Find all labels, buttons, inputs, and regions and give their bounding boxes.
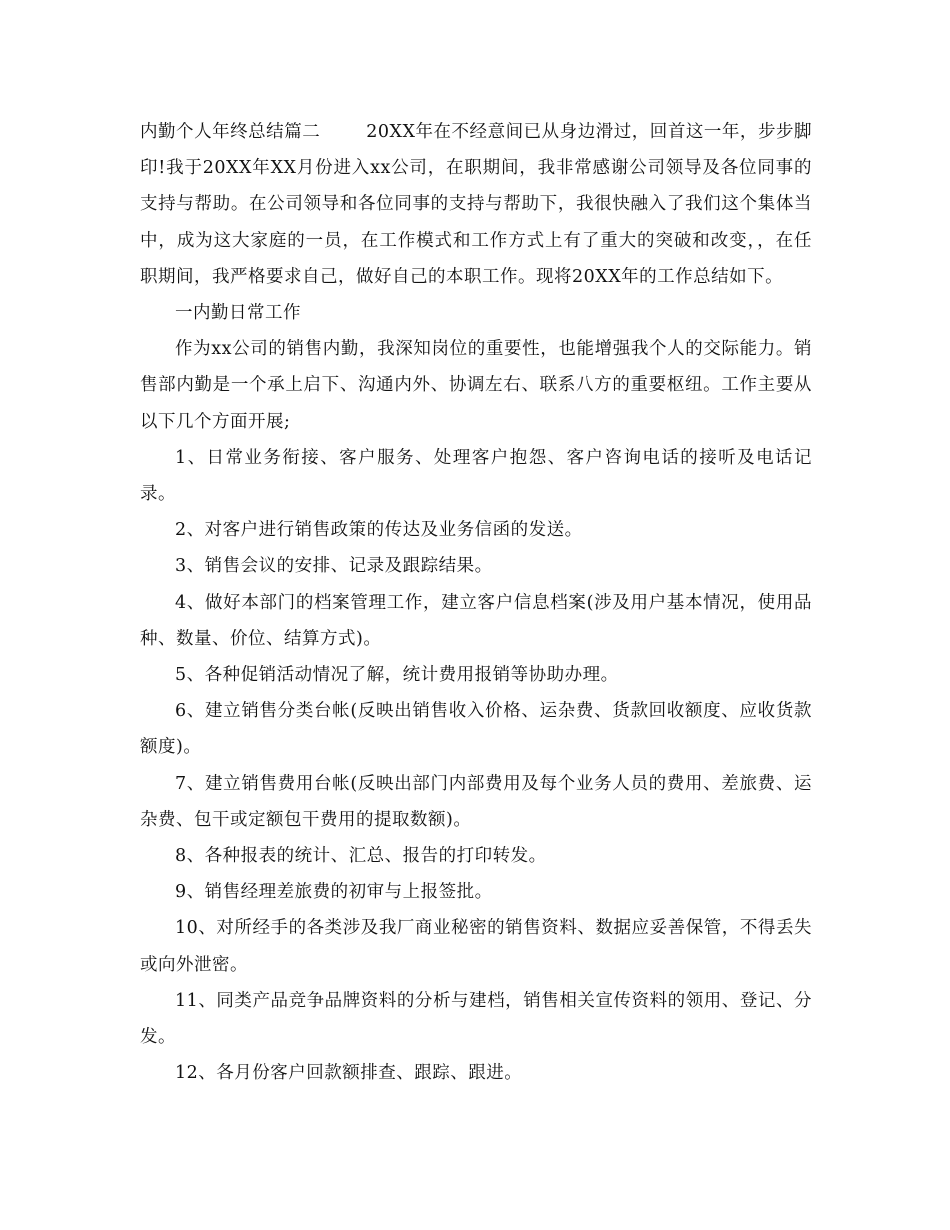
- section-intro: 作为xx公司的销售内勤，我深知岗位的重要性，也能增强我个人的交际能力。销售部内勤是一个承上启下、沟通内外、协调左右、联系八方的重要枢纽。工作主要从以下几个方面开展;: [140, 339, 812, 432]
- document-body: [140, 114, 812, 1091]
- list-item: 12、各月份客户回款额排查、跟踪、跟进。: [175, 1063, 523, 1084]
- list-item: 11、同类产品竞争品牌资料的分析与建档，销售相关宣传资料的领用、登记、分发。: [140, 990, 812, 1048]
- list-item: 4、做好本部门的档案管理工作，建立客户信息档案(涉及用户基本情况，使用品种、数量、价位、结算方式)。: [140, 592, 812, 649]
- list-item: 9、销售经理差旅费的初审与上报签批。: [175, 882, 493, 903]
- section-title: 一内勤日常工作: [175, 303, 301, 324]
- document-heading: 内勤个人年终总结篇二: [140, 122, 321, 142]
- intro-paragraph: [140, 114, 812, 295]
- list-item: 3、销售会议的安排、记录及跟踪结果。: [175, 556, 493, 577]
- list-item: 10、对所经手的各类涉及我厂商业秘密的销售资料、数据应妥善保管，不得丢失或向外泄密。: [140, 918, 812, 975]
- list-item: 8、各种报表的统计、汇总、报告的打印转发。: [175, 846, 547, 867]
- list-item: 1、日常业务衔接、客户服务、处理客户抱怨、客户咨询电话的接听及电话记录。: [140, 447, 812, 505]
- list-item: 2、对客户进行销售政策的传达及业务信函的发送。: [175, 520, 583, 541]
- intro-text: 20XX年在不经意间已从身边滑过，回首这一年，步步脚印!我于20XX年XX月份进入xx公司，在职期间，我非常感谢公司领导及各位同事的支持与帮助。在公司领导和各位同事的支持与帮助下，我很快融入了我们这个集体当中，成为这大家庭的一员，在工作模式和工作方式上有了重大的突破和改变，，在任职期间，我严格要求自己，做好自己的本职工作。现将20XX年的工作总结如下。: [140, 122, 813, 287]
- list-item: 7、建立销售费用台帐(反映出部门内部费用及每个业务人员的费用、差旅费、运杂费、包干或定额包干费用的提取数额)。: [140, 773, 812, 830]
- list-item: 6、建立销售分类台帐(反映出销售收入价格、运杂费、货款回收额度、应收货款额度)。: [140, 701, 812, 758]
- list-item: 5、各种促销活动情况了解，统计费用报销等协助办理。: [175, 665, 619, 686]
